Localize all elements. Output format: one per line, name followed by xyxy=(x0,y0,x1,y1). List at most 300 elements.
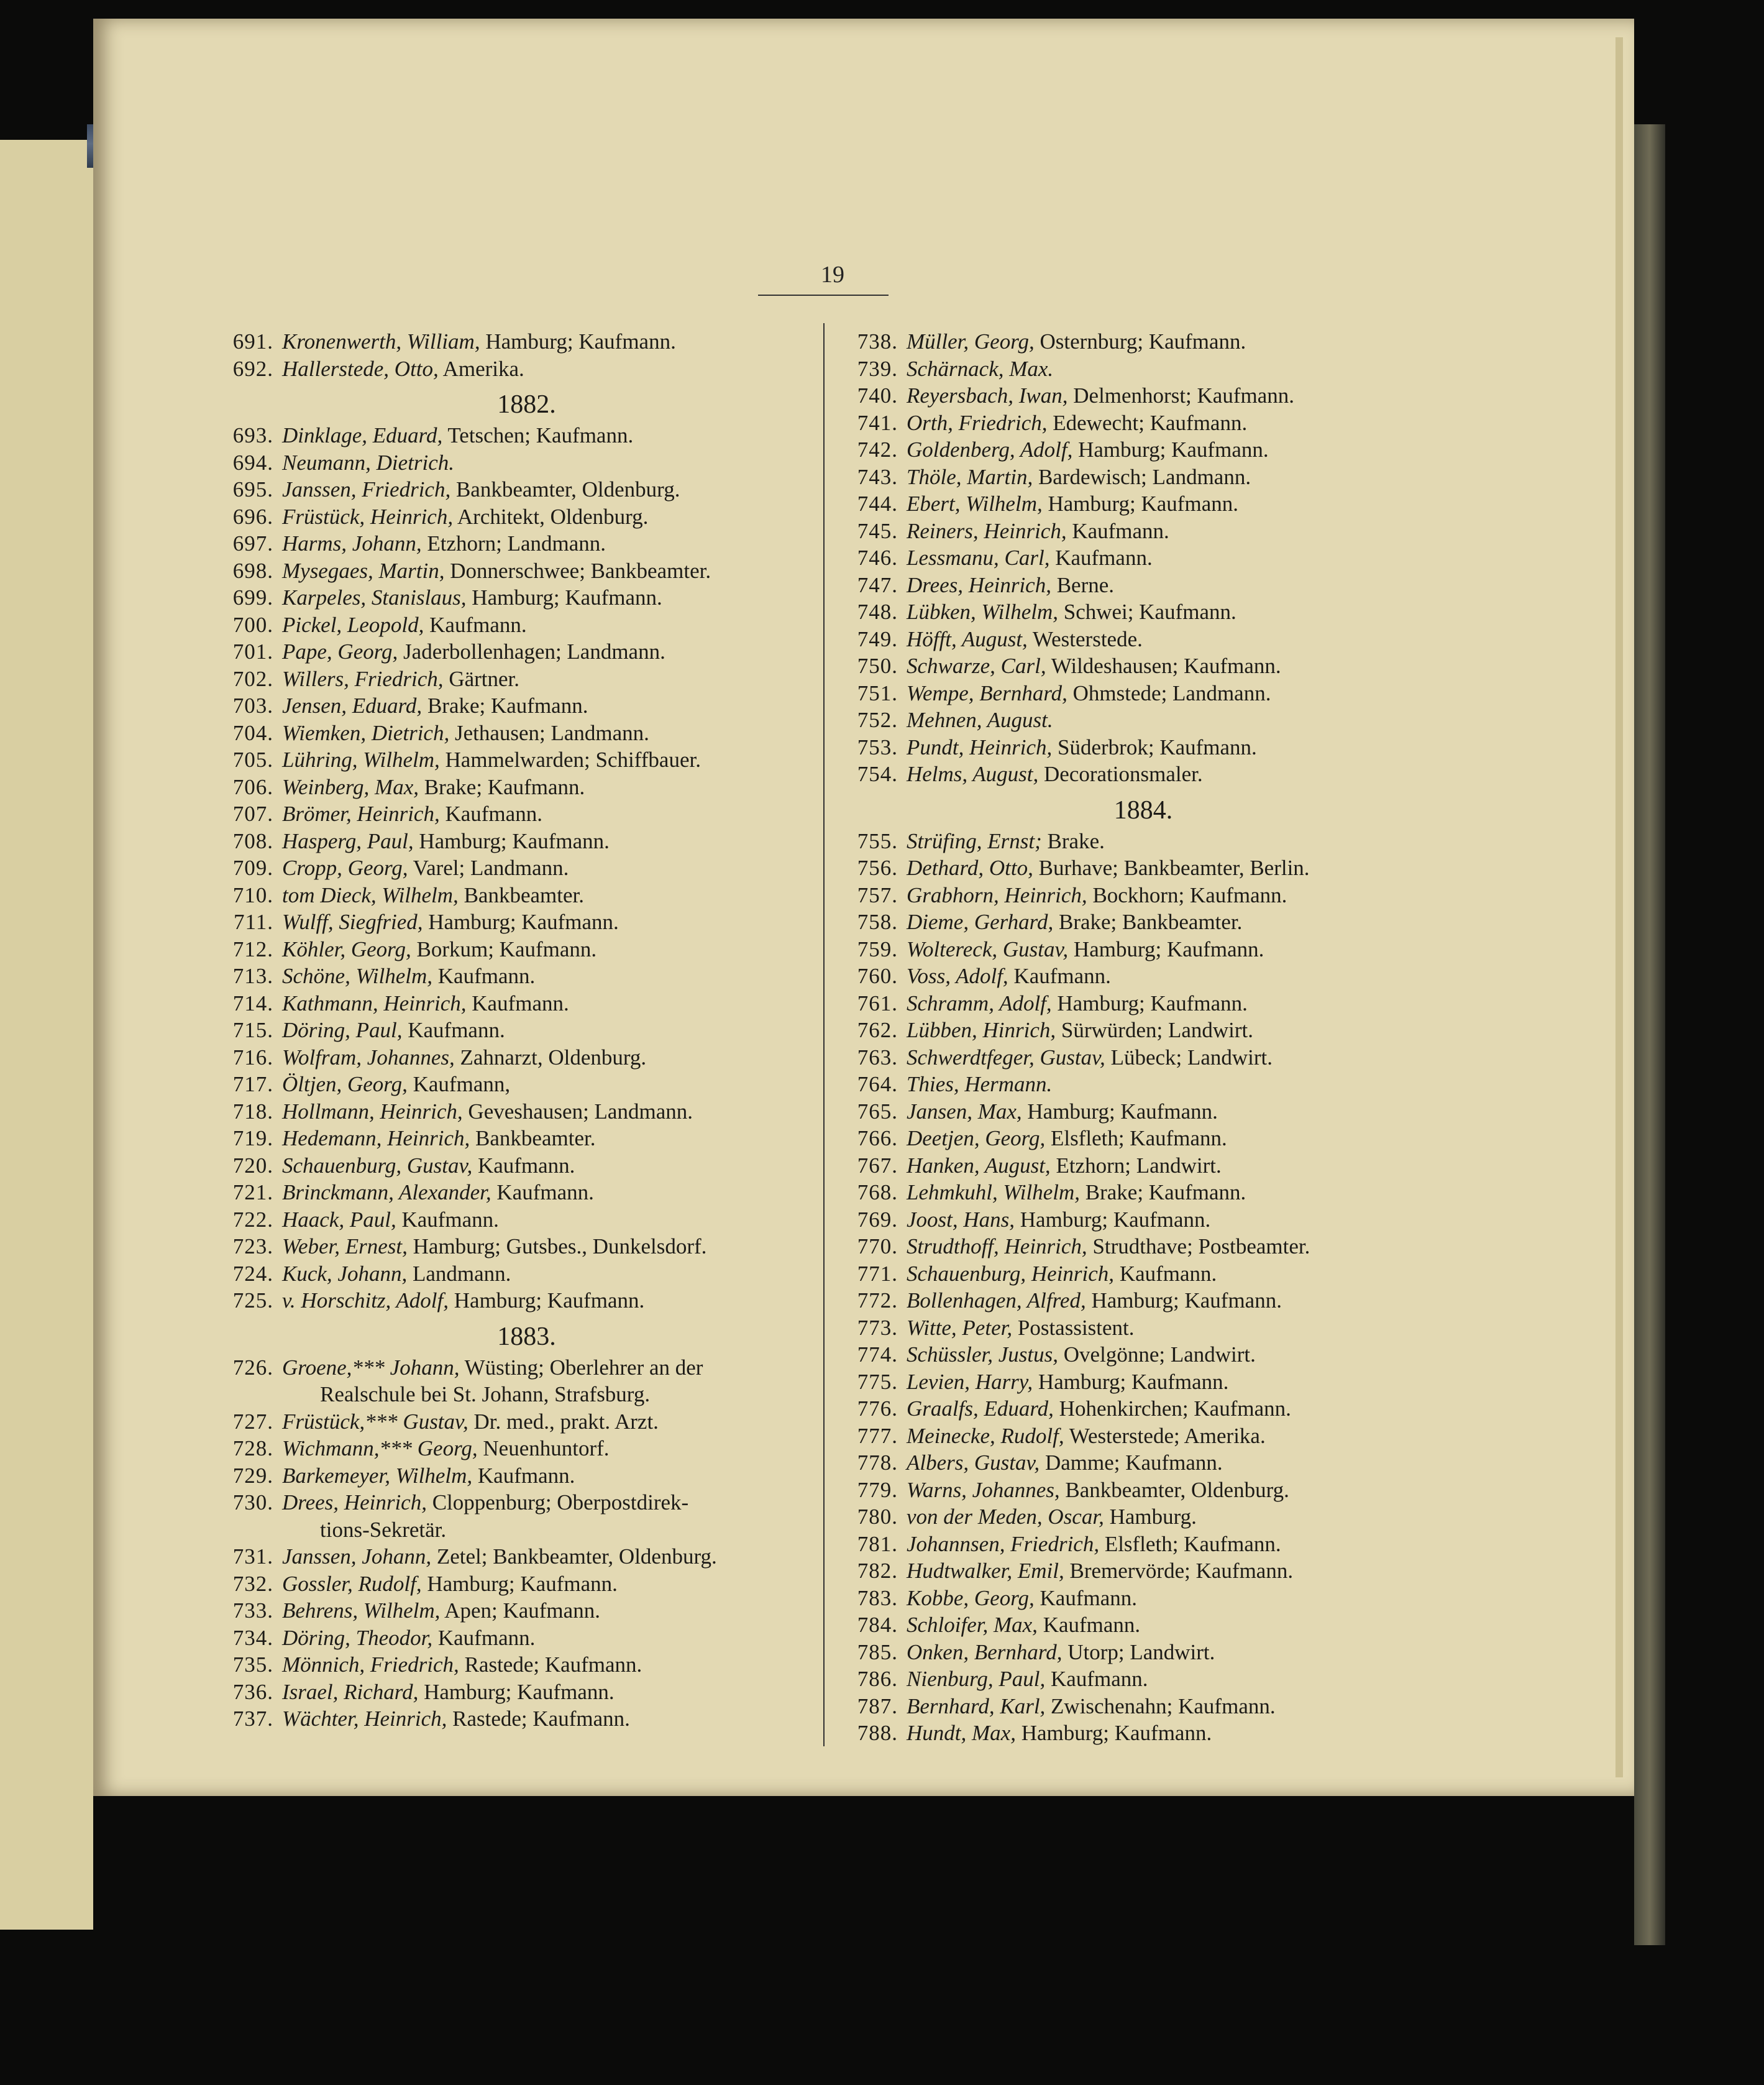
list-item xyxy=(211,720,817,747)
entry-number: 782. xyxy=(857,1559,898,1583)
entry-details: Bremervörde; Kaufmann. xyxy=(1064,1559,1294,1583)
entry-details: Brake; Kaufmann. xyxy=(422,694,588,718)
entry-name: Pickel, Leopold, xyxy=(282,612,424,637)
entry-name: Schöne, Wilhelm, xyxy=(282,964,433,988)
list-item xyxy=(211,1125,817,1152)
list-item xyxy=(211,882,817,909)
year-heading: 1883. xyxy=(497,1322,556,1351)
entry-name: Öltjen, Georg, xyxy=(282,1072,408,1096)
entry-name: Levien, Harry, xyxy=(907,1369,1033,1394)
list-item xyxy=(836,490,1426,518)
list-item xyxy=(211,692,817,720)
list-item xyxy=(211,936,817,963)
list-item xyxy=(836,1666,1426,1693)
list-item xyxy=(211,449,817,477)
entry-details: Amerika. xyxy=(438,356,524,381)
entry-number: 711. xyxy=(234,910,273,934)
entry-details: Osternburg; Kaufmann. xyxy=(1034,329,1246,354)
entry-number: 758. xyxy=(857,910,898,934)
entry-details: Hamburg; Kaufmann. xyxy=(1015,1721,1212,1745)
entry-name: Karpeles, Stanislaus, xyxy=(282,585,467,610)
list-item xyxy=(836,1585,1426,1612)
entry-number: 787. xyxy=(857,1693,898,1718)
entry-name: Döring, Paul, xyxy=(282,1018,403,1042)
list-item xyxy=(211,1624,817,1652)
list-item xyxy=(211,476,817,503)
list-item xyxy=(836,990,1426,1017)
entry-details: Hohenkirchen; Kaufmann. xyxy=(1053,1396,1291,1421)
entry-name: Wulff, Siegfried, xyxy=(282,910,423,934)
entry-number: 728. xyxy=(232,1436,273,1460)
entry-details: Utorp; Landwirt. xyxy=(1062,1639,1215,1664)
entry-number: 710. xyxy=(232,882,273,907)
header-rule xyxy=(758,295,889,296)
entry-details: Bankbeamter, Oldenburg. xyxy=(450,477,680,502)
entry-details: Gärtner. xyxy=(443,666,520,691)
entry-details: Borkum; Kaufmann. xyxy=(411,937,597,961)
entry-details: Kaufmann. xyxy=(491,1180,594,1204)
list-item xyxy=(211,1152,817,1180)
entry-details: Hamburg; Kaufmann. xyxy=(1072,438,1269,462)
entry-number: 703. xyxy=(232,694,273,718)
entry-name: Schüssler, Justus, xyxy=(907,1342,1059,1367)
entry-details: Rastede; Kaufmann. xyxy=(447,1707,630,1731)
entry-number: 767. xyxy=(857,1153,898,1178)
entry-details: Donnerschwee; Bankbeamter. xyxy=(444,558,711,583)
entry-name: Willers, Friedrich, xyxy=(282,666,444,691)
entry-name: Thies, Hermann. xyxy=(907,1072,1053,1096)
entry-number: 730. xyxy=(232,1490,273,1514)
entry-name: Warns, Johannes, xyxy=(907,1477,1060,1502)
entry-number: 726. xyxy=(232,1355,273,1380)
entry-details: Varel; Landmann. xyxy=(408,856,569,880)
entry-name: Hallerstede, Otto, xyxy=(282,356,439,381)
list-item xyxy=(836,1693,1426,1720)
entry-number: 738. xyxy=(857,329,898,354)
entry-number: 744. xyxy=(857,492,898,516)
list-item xyxy=(211,1570,817,1598)
entry-name: Weber, Ernest, xyxy=(282,1234,408,1258)
entry-details: Berne. xyxy=(1051,572,1115,597)
list-item xyxy=(836,1206,1426,1234)
entry-name: Hundt, Max, xyxy=(907,1721,1016,1745)
entry-details: Zahnarzt, Oldenburg. xyxy=(454,1045,647,1070)
entry-continuation: tions-Sekretär. xyxy=(320,1517,447,1542)
entry-number: 780. xyxy=(857,1505,898,1529)
entry-details: Hamburg; Kaufmann. xyxy=(423,910,619,934)
entry-continuation: Realschule bei St. Johann, Strafsburg. xyxy=(320,1382,651,1406)
left-column xyxy=(211,328,817,1733)
entry-name: Kuck, Johann, xyxy=(282,1261,408,1286)
entry-number: 778. xyxy=(857,1450,898,1475)
right-column xyxy=(836,328,1426,1747)
list-item xyxy=(211,746,817,774)
entry-number: 755. xyxy=(857,828,898,853)
entry-number: 702. xyxy=(232,666,273,691)
entry-details: Kaufmann. xyxy=(402,1018,505,1042)
list-item xyxy=(836,909,1426,936)
entry-number: 715. xyxy=(232,1018,273,1042)
list-item xyxy=(836,436,1426,464)
entry-number: 776. xyxy=(857,1396,898,1421)
entry-number: 771. xyxy=(857,1261,898,1286)
entry-number: 788. xyxy=(857,1721,898,1745)
entry-details: Burhave; Bankbeamter, Berlin. xyxy=(1033,856,1310,880)
list-item xyxy=(836,1395,1426,1423)
entry-name: Gossler, Rudolf, xyxy=(282,1571,422,1596)
entry-number: 733. xyxy=(232,1598,273,1623)
entry-number: 725. xyxy=(232,1288,273,1313)
entry-number: 716. xyxy=(232,1045,273,1070)
entry-number: 721. xyxy=(232,1180,273,1204)
list-item xyxy=(836,1071,1426,1098)
page-number: 19 xyxy=(821,262,844,288)
list-item xyxy=(211,1233,817,1260)
entry-details: Wüsting; Oberlehrer an der xyxy=(459,1355,703,1380)
entry-details: Tetschen; Kaufmann. xyxy=(442,423,634,447)
entry-number: 691. xyxy=(232,329,273,354)
entry-name: Strüfing, Ernst; xyxy=(907,828,1042,853)
entry-details: Schwei; Kaufmann. xyxy=(1058,600,1236,624)
entry-details: Kaufmann. xyxy=(1034,1585,1137,1610)
entry-name: Weinberg, Max, xyxy=(282,774,419,799)
entry-name: Cropp, Georg, xyxy=(282,856,408,880)
entry-name: Dieme, Gerhard, xyxy=(907,910,1054,934)
entry-details: Bankbeamter, Oldenburg. xyxy=(1059,1477,1289,1502)
entry-name: von der Meden, Oscar, xyxy=(907,1505,1104,1529)
entry-name: Brinckmann, Alexander, xyxy=(282,1180,491,1204)
list-item xyxy=(836,1098,1426,1125)
entry-number: 772. xyxy=(857,1288,898,1313)
entry-name: Israel, Richard, xyxy=(282,1679,419,1704)
list-item xyxy=(836,1314,1426,1342)
entry-number: 719. xyxy=(232,1126,273,1150)
entry-details: Kaufmann. xyxy=(432,964,536,988)
entry-number: 722. xyxy=(232,1207,273,1232)
entry-number: 761. xyxy=(857,991,898,1015)
entry-details: Cloppenburg; Oberpostdirek- xyxy=(426,1490,689,1514)
entry-name: v. Horschitz, Adolf, xyxy=(282,1288,449,1313)
entry-name: Kobbe, Georg, xyxy=(907,1585,1035,1610)
list-item xyxy=(836,572,1426,599)
entry-details: Brake; Kaufmann. xyxy=(1080,1180,1246,1204)
list-item xyxy=(836,1179,1426,1206)
entry-details: Hamburg; Kaufmann. xyxy=(418,1679,615,1704)
entry-details: Westerstede. xyxy=(1027,626,1143,651)
entry-name: Deetjen, Georg, xyxy=(907,1126,1046,1150)
list-item xyxy=(211,1435,817,1462)
list-item xyxy=(836,1449,1426,1477)
entry-details: Wildeshausen; Kaufmann. xyxy=(1046,654,1281,678)
list-item xyxy=(211,1206,817,1234)
entry-name: Helms, August, xyxy=(907,762,1039,786)
entry-name: Voss, Adolf, xyxy=(907,964,1008,988)
entry-number: 754. xyxy=(857,762,898,786)
entry-name: Müller, Georg, xyxy=(907,329,1035,354)
entry-details: Hamburg; Kaufmann. xyxy=(466,585,662,610)
entry-name: Wichmann,*** Georg, xyxy=(282,1436,478,1460)
entry-number: 700. xyxy=(232,612,273,637)
entry-details: Kaufmann. xyxy=(1008,964,1111,988)
entry-name: Harms, Johann, xyxy=(282,531,422,556)
entry-name: Albers, Gustav, xyxy=(907,1450,1040,1475)
entry-number: 723. xyxy=(232,1234,273,1258)
list-item xyxy=(211,963,817,990)
book-cover-right xyxy=(1634,124,1665,1945)
entry-name: Reyersbach, Iwan, xyxy=(907,383,1068,408)
entry-details: Bankbeamter. xyxy=(458,882,584,907)
list-item xyxy=(836,882,1426,909)
entry-number: 770. xyxy=(857,1234,898,1258)
list-item xyxy=(211,990,817,1017)
entry-details: Kaufmann. xyxy=(1045,1667,1148,1691)
list-item xyxy=(836,1125,1426,1152)
entry-number: 740. xyxy=(857,383,898,408)
entry-name: Johannsen, Friedrich, xyxy=(907,1531,1100,1556)
entry-details: Kaufmann. xyxy=(439,802,542,826)
entry-name: Schauenburg, Heinrich, xyxy=(907,1261,1115,1286)
entry-number: 742. xyxy=(857,438,898,462)
list-item xyxy=(836,855,1426,882)
list-item xyxy=(836,355,1426,383)
entry-details: Bockhorn; Kaufmann. xyxy=(1087,882,1287,907)
entry-details: Edewecht; Kaufmann. xyxy=(1047,410,1248,435)
entry-details: Bardewisch; Landmann. xyxy=(1033,464,1251,489)
entry-name: Drees, Heinrich, xyxy=(282,1490,427,1514)
list-item xyxy=(836,1557,1426,1585)
entry-number: 748. xyxy=(857,600,898,624)
entry-number: 745. xyxy=(857,518,898,543)
entry-number: 739. xyxy=(857,356,898,381)
entry-details: Kaufmann. xyxy=(1037,1613,1141,1637)
list-item xyxy=(211,1017,817,1044)
entry-details: Westerstede; Amerika. xyxy=(1064,1423,1266,1448)
entry-name: Schloifer, Max, xyxy=(907,1613,1038,1637)
entry-number: 712. xyxy=(232,937,273,961)
entry-details: Ovelgönne; Landwirt. xyxy=(1058,1342,1256,1367)
entry-number: 752. xyxy=(857,708,898,732)
entry-name: Meinecke, Rudolf, xyxy=(907,1423,1064,1448)
entry-name: Nienburg, Paul, xyxy=(907,1667,1046,1691)
list-item xyxy=(836,1233,1426,1260)
entry-details: Neuenhuntorf. xyxy=(477,1436,610,1460)
entry-details: Decorationsmaler. xyxy=(1038,762,1203,786)
entry-name: Reiners, Heinrich, xyxy=(907,518,1067,543)
entry-details: Kaufmann. xyxy=(1066,518,1169,543)
list-item xyxy=(211,828,817,855)
list-item xyxy=(211,584,817,612)
entry-name: Hedemann, Heinrich, xyxy=(282,1126,470,1150)
entry-details: Bankbeamter. xyxy=(470,1126,596,1150)
entry-details: Zwischenahn; Kaufmann. xyxy=(1045,1693,1276,1718)
entry-details: Jethausen; Landmann. xyxy=(449,720,649,745)
list-item xyxy=(211,1260,817,1288)
entry-details: Hamburg; Gutsbes., Dunkelsdorf. xyxy=(407,1234,707,1258)
list-item xyxy=(836,963,1426,990)
entry-name: Wiemken, Dietrich, xyxy=(282,720,450,745)
entry-details: Sürwürden; Landwirt. xyxy=(1056,1018,1253,1042)
entry-number: 729. xyxy=(232,1463,273,1488)
entry-name: Jansen, Max, xyxy=(907,1099,1022,1124)
entry-details: Hamburg; Kaufmann. xyxy=(449,1288,645,1313)
entry-details: Etzhorn; Landmann. xyxy=(421,531,606,556)
list-item xyxy=(836,707,1426,734)
list-item xyxy=(211,1044,817,1071)
entry-number: 759. xyxy=(857,937,898,961)
entry-name: Grabhorn, Heinrich, xyxy=(907,882,1087,907)
entry-details: Kaufmann. xyxy=(396,1207,499,1232)
entry-name: Pundt, Heinrich, xyxy=(907,735,1053,759)
list-item xyxy=(211,1705,817,1733)
entry-name: Groene,*** Johann, xyxy=(282,1355,460,1380)
entry-details: Kaufmann. xyxy=(432,1625,536,1650)
entry-name: Wolfram, Johannes, xyxy=(282,1045,455,1070)
entry-number: 762. xyxy=(857,1018,898,1042)
list-item xyxy=(836,734,1426,761)
list-item xyxy=(211,1071,817,1098)
entry-details: Ohmstede; Landmann. xyxy=(1067,680,1271,705)
entry-name: Früstück,*** Gustav, xyxy=(282,1409,468,1434)
list-item xyxy=(211,328,817,355)
list-item xyxy=(836,410,1426,437)
entry-number: 743. xyxy=(857,464,898,489)
list-item xyxy=(836,936,1426,963)
entry-name: Barkemeyer, Wilhelm, xyxy=(282,1463,473,1488)
entry-name: Bernhard, Karl, xyxy=(907,1693,1046,1718)
list-item xyxy=(211,1597,817,1624)
entry-details: Delmenhorst; Kaufmann. xyxy=(1067,383,1295,408)
entry-number: 705. xyxy=(232,748,273,772)
entry-number: 724. xyxy=(232,1261,273,1286)
entry-name: Lübken, Wilhelm, xyxy=(907,600,1058,624)
entry-details: Apen; Kaufmann. xyxy=(440,1598,600,1623)
entry-number: 717. xyxy=(232,1072,273,1096)
entry-number: 708. xyxy=(232,828,273,853)
list-item xyxy=(211,1679,817,1706)
entry-number: 718. xyxy=(232,1099,273,1124)
entry-details: Kaufmann. xyxy=(472,1463,575,1488)
entry-name: Lehmkuhl, Wilhelm, xyxy=(907,1180,1080,1204)
entry-name: Schwerdtfeger, Gustav, xyxy=(907,1045,1105,1070)
year-heading: 1884. xyxy=(1113,795,1173,825)
entry-details: Brake; Kaufmann. xyxy=(419,774,585,799)
list-item xyxy=(836,653,1426,680)
entry-details: Hamburg; Kaufmann. xyxy=(1015,1207,1211,1232)
list-item xyxy=(836,1287,1426,1314)
entry-details: Geveshausen; Landmann. xyxy=(462,1099,693,1124)
list-item xyxy=(211,1179,817,1206)
entry-name: Hasperg, Paul, xyxy=(282,828,414,853)
list-item xyxy=(836,1477,1426,1504)
list-item xyxy=(211,1098,817,1125)
entry-name: Janssen, Johann, xyxy=(282,1544,432,1569)
entry-name: Höfft, August, xyxy=(907,626,1028,651)
page-edge xyxy=(1615,37,1623,1777)
entry-number: 764. xyxy=(857,1072,898,1096)
entry-details: Zetel; Bankbeamter, Oldenburg. xyxy=(431,1544,717,1569)
entry-details: Postassistent. xyxy=(1012,1315,1135,1340)
entry-details: Kaufmann. xyxy=(1114,1261,1217,1286)
entry-name: Früstück, Heinrich, xyxy=(282,504,454,529)
entry-number: 774. xyxy=(857,1342,898,1367)
entry-name: Hanken, August, xyxy=(907,1153,1051,1178)
entry-details: Elsfleth; Kaufmann. xyxy=(1045,1126,1227,1150)
entry-number: 707. xyxy=(232,802,273,826)
entry-details: Brake; Bankbeamter. xyxy=(1053,910,1243,934)
entry-details: Hamburg; Kaufmann. xyxy=(1021,1099,1218,1124)
list-item xyxy=(836,761,1426,788)
entry-number: 741. xyxy=(857,410,898,435)
entry-name: Lühring, Wilhelm, xyxy=(282,748,440,772)
entry-number: 692. xyxy=(232,356,273,381)
entry-name: Schärnack, Max. xyxy=(907,356,1054,381)
list-item xyxy=(836,464,1426,491)
entry-number: 720. xyxy=(232,1153,273,1178)
entry-number: 749. xyxy=(857,626,898,651)
list-item xyxy=(836,1260,1426,1288)
entry-number: 734. xyxy=(232,1625,273,1650)
list-item xyxy=(211,1462,817,1490)
entry-name: Dethard, Otto, xyxy=(907,856,1033,880)
entry-name: Pape, Georg, xyxy=(282,639,398,664)
entry-number: 706. xyxy=(232,774,273,799)
entry-details: Hamburg; Kaufmann. xyxy=(480,329,676,354)
list-item xyxy=(836,626,1426,653)
entry-name: Orth, Friedrich, xyxy=(907,410,1048,435)
entry-details: Rastede; Kaufmann. xyxy=(459,1652,642,1677)
list-item xyxy=(211,800,817,828)
entry-number: 753. xyxy=(857,735,898,759)
entry-name: Goldenberg, Adolf, xyxy=(907,438,1073,462)
list-item xyxy=(836,1017,1426,1044)
entry-name: Mönnich, Friedrich, xyxy=(282,1652,459,1677)
entry-number: 727. xyxy=(232,1409,273,1434)
list-item xyxy=(211,503,817,531)
entry-name: Schauenburg, Gustav, xyxy=(282,1153,473,1178)
left-page-edge xyxy=(0,140,93,1930)
entry-name: Janssen, Friedrich, xyxy=(282,477,451,502)
entry-name: Lessmanu, Carl, xyxy=(907,546,1050,570)
list-item xyxy=(836,518,1426,545)
entry-details: Brake. xyxy=(1041,828,1105,853)
list-item xyxy=(211,422,817,449)
list-item xyxy=(836,1423,1426,1450)
entry-name: Bollenhagen, Alfred, xyxy=(907,1288,1086,1313)
entry-details: Damme; Kaufmann. xyxy=(1040,1450,1223,1475)
list-item xyxy=(211,666,817,693)
entry-details: Hamburg; Kaufmann. xyxy=(1033,1369,1229,1394)
entry-name: Lübben, Hinrich, xyxy=(907,1018,1056,1042)
entry-name: Woltereck, Gustav, xyxy=(907,937,1069,961)
entry-details: Hamburg. xyxy=(1104,1505,1197,1529)
entry-number: 783. xyxy=(857,1585,898,1610)
entry-number: 732. xyxy=(232,1571,273,1596)
list-item xyxy=(836,328,1426,355)
list-item xyxy=(836,1531,1426,1558)
entry-details: Landmann. xyxy=(407,1261,511,1286)
entry-number: 784. xyxy=(857,1613,898,1637)
entry-number: 747. xyxy=(857,572,898,597)
entry-number: 769. xyxy=(857,1207,898,1232)
entry-name: Haack, Paul, xyxy=(282,1207,396,1232)
entry-number: 773. xyxy=(857,1315,898,1340)
list-item xyxy=(836,1341,1426,1368)
entry-name: Schramm, Adolf, xyxy=(907,991,1052,1015)
list-item xyxy=(211,1489,817,1516)
list-item xyxy=(211,1408,817,1436)
entry-name: Kathmann, Heinrich, xyxy=(282,991,467,1015)
list-item xyxy=(211,638,817,666)
